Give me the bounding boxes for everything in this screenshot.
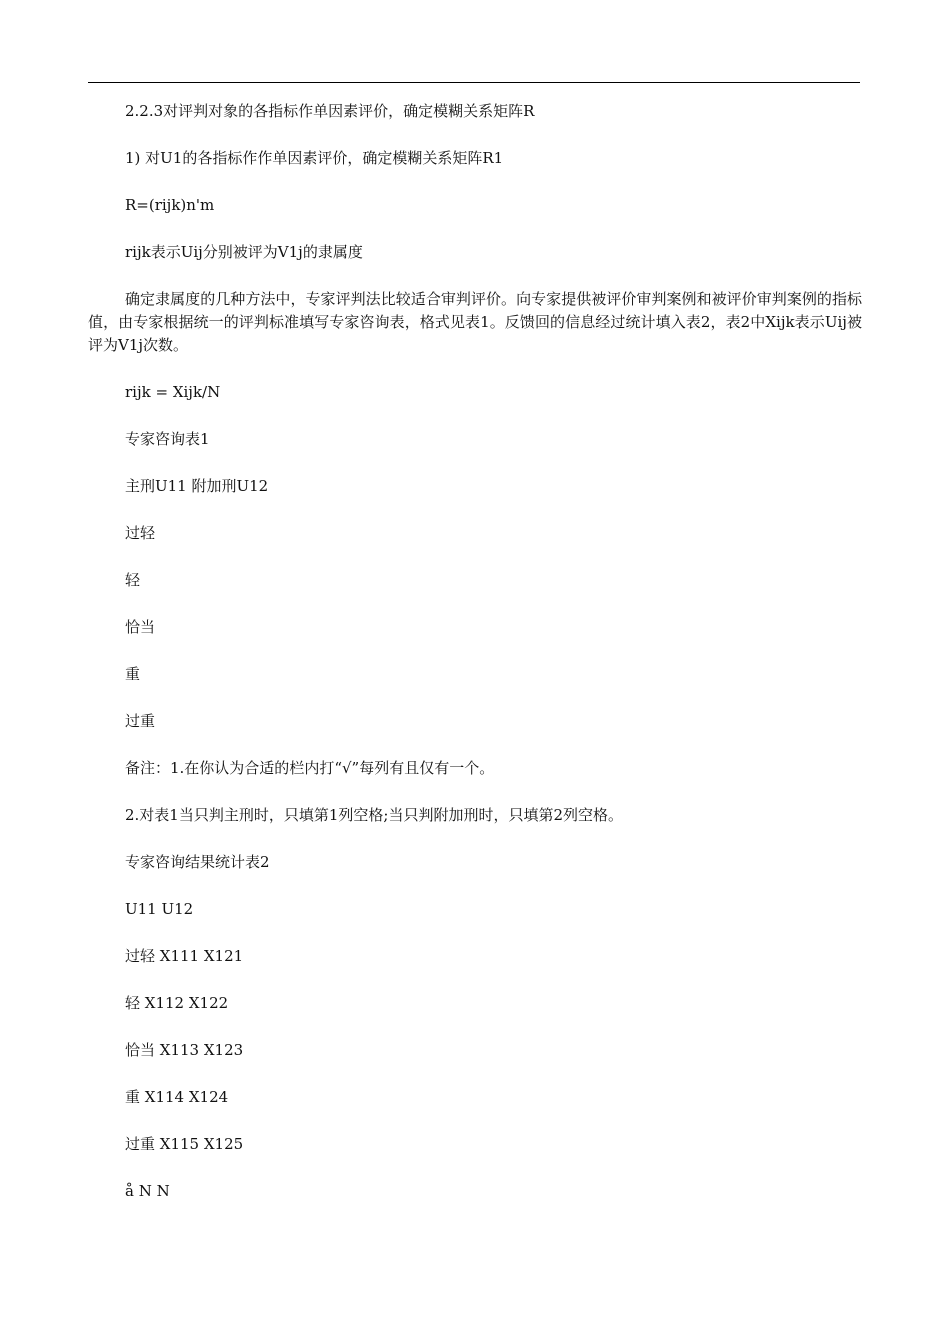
table1-header: 主刑U11 附加刑U12: [125, 477, 269, 495]
table2-row-heavy: 重 X114 X124: [125, 1088, 229, 1106]
formula-matrix: R=(rijk)n'm: [125, 196, 215, 214]
table2-row-light: 轻 X112 X122: [125, 994, 229, 1012]
table2-header: U11 U12: [125, 900, 194, 918]
table1-row-too-light: 过轻: [125, 524, 156, 542]
header-rule: [88, 82, 860, 83]
table1-row-appropriate: 恰当: [125, 618, 156, 636]
formula-rijk: rijk = Xijk/N: [125, 383, 221, 401]
table1-row-too-heavy: 过重: [125, 712, 156, 730]
table1-row-light: 轻: [125, 571, 141, 589]
method-paragraph: 确定隶属度的几种方法中，专家评判法比较适合审判评价。向专家提供被评价审判案例和被评价审判案例的指标值，由专家根据统一的评判标准填写专家咨询表，格式见表1。反馈回的信息经过统计填入表2，表2中Xijk表示Uij被评为V1j次数。: [88, 290, 862, 354]
table2-row-too-heavy: 过重 X115 X125: [125, 1135, 244, 1153]
table2-sum-row: å N N: [125, 1182, 170, 1200]
table2-row-appropriate: 恰当 X113 X123: [125, 1041, 244, 1059]
formula-description: rijk表示Uij分别被评为V1j的隶属度: [125, 243, 363, 261]
table2-title: 专家咨询结果统计表2: [125, 853, 270, 871]
section-heading: 2.2.3对评判对象的各指标作单因素评价，确定模糊关系矩阵R: [125, 102, 535, 120]
note-1: 备注：1.在你认为合适的栏内打“√”每列有且仅有一个。: [125, 759, 495, 777]
subsection-heading: 1) 对U1的各指标作作单因素评价，确定模糊关系矩阵R1: [125, 149, 504, 167]
table1-row-heavy: 重: [125, 665, 141, 683]
document-body: [88, 100, 862, 1227]
table2-row-too-light: 过轻 X111 X121: [125, 947, 244, 965]
table1-title: 专家咨询表1: [125, 430, 210, 448]
note-2: 2.对表1当只判主刑时，只填第1列空格;当只判附加刑时，只填第2列空格。: [125, 806, 623, 824]
